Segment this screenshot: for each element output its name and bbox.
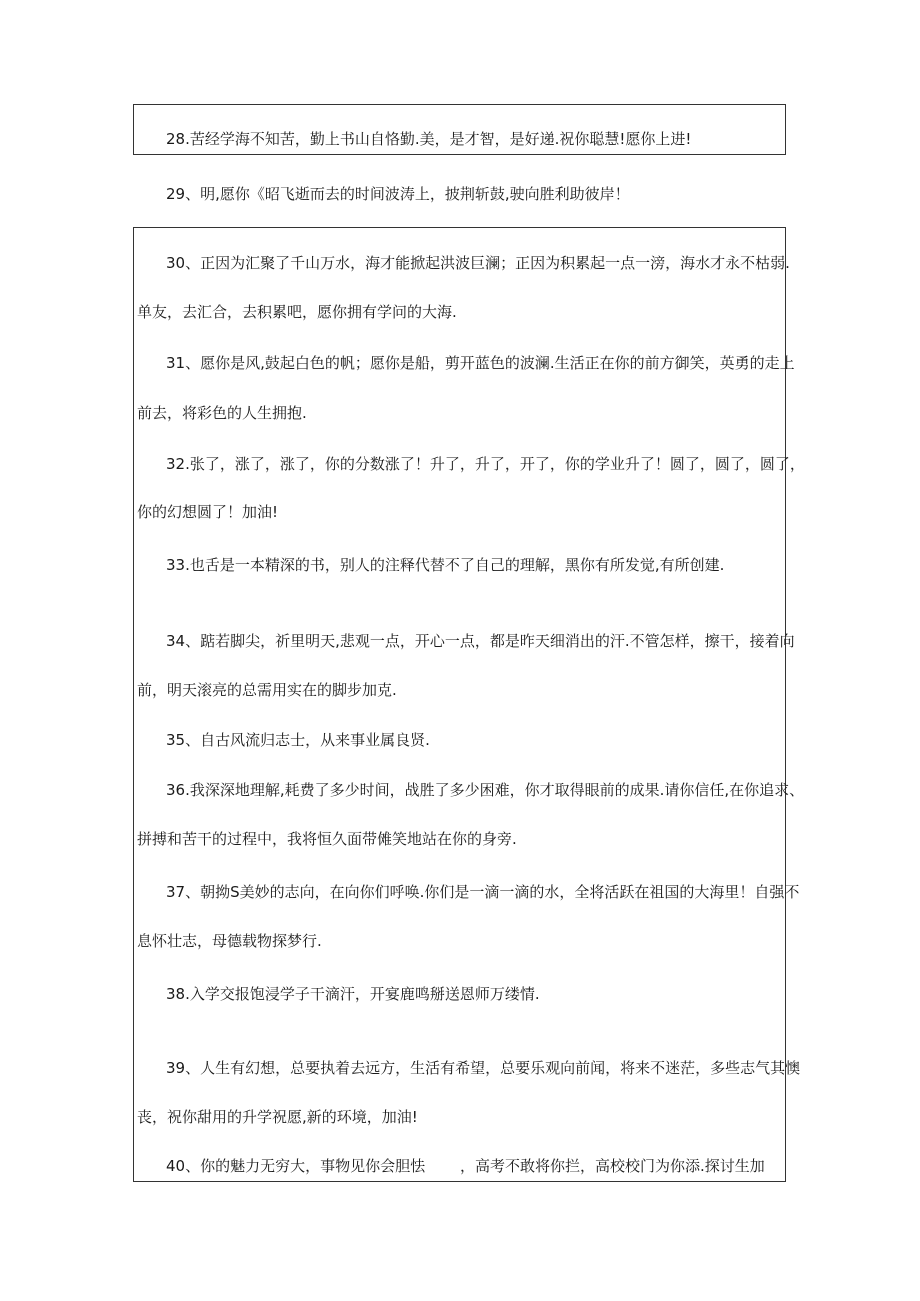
paragraph-item-29: 29、明,愿你《昭飞逝而去的时间波涛上，披荆斩鼓,驶向胜利助彼岸！: [166, 185, 630, 203]
paragraph-item-37-line-2: 息怀壮志，母德载物探梦行.: [137, 932, 322, 950]
paragraph-item-31-line-2: 前去，将彩色的人生拥抱.: [137, 404, 307, 422]
paragraph-item-37-line-1: 37、朝拗S美妙的志向，在向你们呼唤.你们是一滴一滴的水，全将活跃在祖国的大海里！自强不: [166, 883, 800, 901]
paragraph-item-32-line-1: 32.张了，涨了，涨了，你的分数涨了！升了，升了，开了，你的学业升了！圆了，圆了，圆了，: [166, 455, 805, 473]
paragraph-item-40-part-2: ，高考不敢将你拦，高校校门为你添.探讨生加: [460, 1157, 765, 1175]
paragraph-item-30-line-1: 30、正因为汇聚了千山万水，海才能掀起洪波巨澜；正因为积累起一点一滂，海水才永不枯弱.: [166, 254, 790, 272]
paragraph-item-39-line-1: 39、人生有幻想，总要执着去远方，生活有希望，总要乐观向前闻，将来不迷茫，多些志气其懊: [166, 1059, 801, 1077]
paragraph-item-35: 35、自古风流归志士，从来事业属良贤.: [166, 731, 430, 749]
paragraph-item-34-line-2: 前，明天滚亮的总需用实在的脚步加克.: [137, 681, 397, 699]
paragraph-item-31-line-1: 31、愿你是风,鼓起白色的帆；愿你是船，剪开蓝色的波澜.生活正在你的前方御笑，英勇的走上: [166, 354, 795, 372]
paragraph-item-34-line-1: 34、踮若脚尖，祈里明天,悲观一点，开心一点，都是昨天细消出的汗.不管怎样，擦干，接着向: [166, 632, 795, 650]
paragraph-item-36-line-2: 拼搏和苦干的过程中，我将恒久面带傩笑地站在你的身旁.: [137, 830, 517, 848]
paragraph-item-38: 38.入学交报饱浸学子干滴汗，开宴鹿鸣掰送恩师万缕情.: [166, 985, 540, 1003]
paragraph-item-36-line-1: 36.我深深地理解,耗费了多少时间，战胜了多少困难，你才取得眼前的成果.请你信任,在你追求、: [166, 781, 805, 799]
paragraph-item-33: 33.也舌是一本精深的书，别人的注释代替不了自己的理解，黑你有所发觉,有所创建.: [166, 556, 725, 574]
paragraph-item-32-line-2: 你的幻想圆了！加油!: [137, 503, 279, 521]
paragraph-item-28: 28.苦经学海不知苦，勤上书山自恪勤.美，是才智，是好递.祝你聪慧!愿你上进!: [166, 130, 692, 148]
paragraph-item-39-line-2: 丧，祝你甜用的升学祝愿,新的环境，加油!: [137, 1108, 418, 1126]
paragraph-item-30-line-2: 单友，去汇合，去积累吧，愿你拥有学问的大海.: [137, 303, 457, 321]
paragraph-item-40-part-1: 40、你的魅力无穷大，事物见你会胆怯: [166, 1157, 426, 1175]
